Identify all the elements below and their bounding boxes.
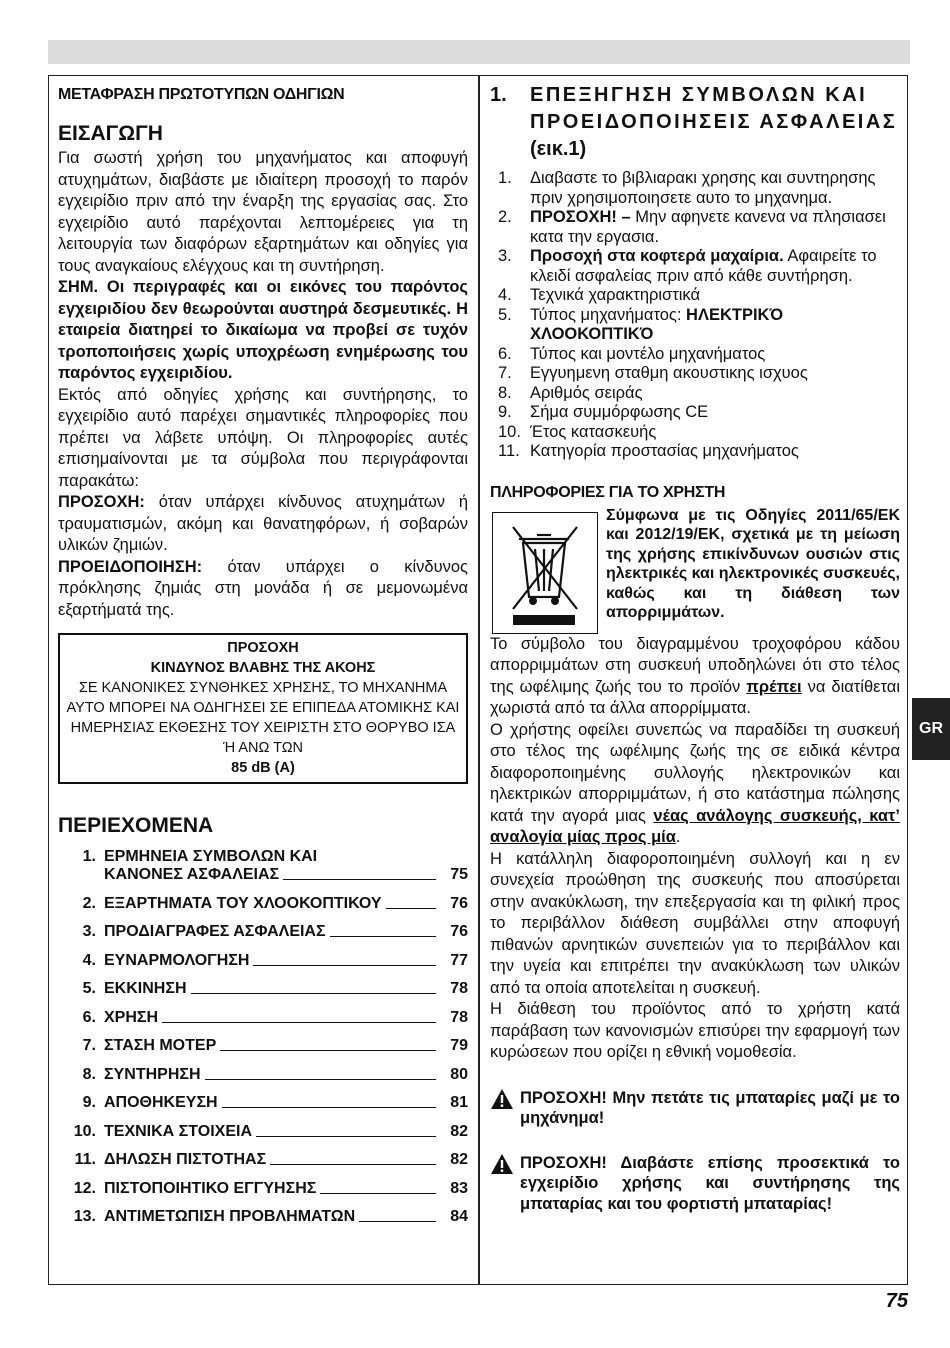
symbol-item-text: Τύπος και μοντέλο μηχανήματος bbox=[530, 344, 766, 363]
symbol-item bbox=[490, 442, 900, 462]
toc-item-page: 77 bbox=[450, 951, 468, 969]
toc-item[interactable] bbox=[58, 1169, 468, 1198]
toc-item-number: 6. bbox=[82, 1008, 96, 1026]
toc-item-page: 78 bbox=[450, 980, 468, 997]
symbols-title-line1: ΕΠΕΞΗΓΗΣΗ ΣΥΜΒΟΛΩΝ ΚΑΙ bbox=[530, 84, 868, 106]
toc-item-page: 78 bbox=[450, 1008, 468, 1026]
noise-warning-box bbox=[58, 633, 468, 784]
battery-warning-2 bbox=[490, 1153, 900, 1215]
toc-item-page: 80 bbox=[450, 1065, 468, 1083]
symbol-item-text: Μην αφηνετε κανενα να πλησιασει κατα την εργασια. bbox=[530, 208, 886, 246]
toc-item-number: 7. bbox=[82, 1037, 96, 1054]
toc-item-label-line2: ΚΑΝΟΝΕΣ ΑΣΦΑΛΕΙΑΣ bbox=[104, 866, 280, 883]
toc-item[interactable] bbox=[58, 1141, 468, 1170]
caution-label: ΠΡΟΣΟΧΗ: bbox=[58, 493, 145, 511]
symbol-item bbox=[490, 345, 900, 365]
weee-p2-text: Ο χρήστης οφείλει συνεπώς να παραδίδει τη συσκευή στο τέλος της ωφέλιμης ζωής της σε ειδικά κέντρα διαφοροποιημένης συλλογής ηλεκτρονικών και ηλεκτρικών απορριμμάτων, ή στο κατάστημα πώλησης κατά την αγορά μιας bbox=[490, 720, 900, 825]
user-info-title: ΠΛΗΡΟΦΟΡΙΕΣ ΓΙΑ ΤΟ ΧΡΗΣΤΗ bbox=[490, 483, 726, 501]
caution-definition bbox=[58, 492, 468, 557]
symbol-item-text: Διαβαστε το βιβλιαρακι χρησης και συντηρησης πριν χρησιμοποιησετε αυτο το μηχανημα. bbox=[530, 169, 876, 207]
toc-item-number: 1. bbox=[82, 848, 96, 865]
toc-item-number: 10. bbox=[73, 1122, 96, 1140]
symbol-item-number: 10. bbox=[498, 422, 521, 441]
intro-note: ΣΗΜ. Οι περιγραφές και οι εικόνες του παρόντος εγχειριδίου δεν θεωρούνται αυστηρά δεσμευτικές. Η εταιρεία διατηρεί το δικαίωμα να προβεί σε τυχόν τροποποιήσεις χωρίς υποχρέωση ενημέρωσης του παρόντος εγχειριδίου. bbox=[58, 278, 468, 382]
symbol-item-bold: Προσοχή στα κοφτερά μαχαίρια. bbox=[530, 247, 784, 265]
toc-leader bbox=[359, 1221, 436, 1222]
toc-item-page: 81 bbox=[450, 1094, 468, 1111]
weee-p1-text: Το σύμβολο του διαγραμμένου τροχοφόρου κάδου απορριμμάτων στη συσκευή υποδηλώνει ότι στο τέλος της ωφέλιμης ζωής του το προϊόν bbox=[490, 634, 900, 696]
toc-leader bbox=[320, 1193, 436, 1194]
symbol-item-text: Τύπος μηχανήματος: bbox=[530, 305, 687, 324]
symbol-item-text: Κατηγορία προστασίας μηχανήματος bbox=[530, 442, 799, 460]
toc-item-page: 84 bbox=[450, 1208, 468, 1225]
battery-warning-1-text: ΠΡΟΣΟΧΗ! Μην πετάτε τις μπαταρίες μαζί με το μηχάνημα! bbox=[520, 1088, 900, 1127]
toc-item-page: 79 bbox=[450, 1037, 468, 1054]
toc-item-label: ΣΤΑΣΗ ΜΟΤΕΡ bbox=[104, 1037, 217, 1054]
noise-warning-body: ΣΕ ΚΑΝΟΝΙΚΕΣ ΣΥΝΘΗΚΕΣ ΧΡΗΣΗΣ, ΤΟ ΜΗΧΑΝΗΜΑ ΑΥΤΟ ΜΠΟΡΕΙ ΝΑ ΟΔΗΓΗΣΕΙ ΣΕ ΕΠΙΠΕΔΑ ΑΤΟΜΙΚΗΣ ΚΑΙ ΗΜΕΡΗΣΙΑΣ ΕΚΘΕΣΗΣ ΤΟΥ ΧΕΙΡΙΣΤΗ ΣΤΟ ΘΟΡΥΒΟ ΙΣΑ Ή ΑΝΩ ΤΩΝ bbox=[66, 680, 460, 756]
symbol-item-number: 9. bbox=[498, 403, 512, 421]
toc-item-label: ΑΠΟΘΗΚΕΥΣΗ bbox=[104, 1094, 218, 1111]
weee-paragraph-3: Η κατάλληλη διαφοροποιημένη συλλογή και η εν συνεχεία προώθηση της συσκευής που αποσύρεται στην ανακύκλωση, την επεξεργασία και τη φιλική προς το περιβάλλον διάθεση συμβάλλει στην αποφυγή πιθανών αρνητικών συνεπειών για το περιβάλλον και την υγεία και επιτρέπει την ανακύκλωση των υλικών από τα οποία αποτελείται η συσκευή. bbox=[490, 849, 900, 997]
toc-item-label: ΔΗΛΩΣΗ ΠΙΣΤΟΤΗΑΣ bbox=[104, 1151, 267, 1168]
symbols-section-title bbox=[490, 82, 900, 163]
weee-paragraph-4: Η διάθεση του προϊόντος από το χρήστη κατά παράβαση των κανονισμών επισύρει την εφαρμογή των κυρώσεων που ορίζει η εθνική νομοθεσία. bbox=[490, 1000, 900, 1061]
toc-item-number: 9. bbox=[82, 1094, 96, 1111]
symbol-item bbox=[490, 286, 900, 306]
symbols-list bbox=[490, 169, 900, 462]
toc-item-number: 12. bbox=[73, 1179, 96, 1197]
symbol-item bbox=[490, 403, 900, 423]
symbol-item bbox=[490, 247, 900, 286]
toc-item[interactable] bbox=[58, 848, 468, 884]
symbol-item-number: 6. bbox=[498, 344, 512, 363]
toc-title: ΠΕΡΙΕΧΟΜΕΝΑ bbox=[58, 814, 214, 837]
toc-list bbox=[58, 848, 468, 884]
symbol-item-text: Τεχνικά χαρακτηριστικά bbox=[530, 286, 701, 304]
left-column bbox=[58, 86, 468, 1226]
toc-list-rest bbox=[58, 884, 468, 1226]
toc-leader bbox=[222, 1107, 436, 1108]
header-bar bbox=[48, 40, 910, 64]
weee-p2-emphasis: νέας ανάλογης συσκευής, κατ’ αναλογία μίας προς μία bbox=[490, 806, 900, 846]
language-tab: GR bbox=[912, 698, 950, 760]
symbols-section-number: 1. bbox=[490, 84, 507, 106]
symbol-item-number: 2. bbox=[498, 208, 512, 226]
toc-item-label: ΕΥΝΑΡΜΟΛΟΓΗΣΗ bbox=[104, 951, 250, 969]
toc-leader bbox=[162, 1022, 436, 1023]
toc-item-page: 82 bbox=[450, 1122, 468, 1140]
toc-item-label: ΑΝΤΙΜΕΤΩΠΙΣΗ ΠΡΟΒΛΗΜΑΤΩΝ bbox=[104, 1208, 356, 1225]
caution-text: όταν υπάρχει κίνδυνος ατυχημάτων ή τραυματισμών, ακόμη και θανατηφόρων, ή σοβαρών υλικών ζημιών. bbox=[58, 493, 468, 554]
battery-warning-2-text: ΠΡΟΣΟΧΗ! Διαβάστε επίσης προσεκτικά το εγχειρίδιο χρήσης και συντήρησης της μπαταρίας και του φορτιστή μπαταρίας! bbox=[520, 1153, 900, 1213]
toc-item-number: 4. bbox=[82, 951, 96, 969]
warning-definition bbox=[58, 557, 468, 622]
weee-p1-text-end: να διατίθεται χωριστά από τα άλλα απορρίμματα. bbox=[490, 677, 900, 717]
symbol-item bbox=[490, 423, 900, 443]
toc-item-label: ΣΥΝΤΗΡΗΣΗ bbox=[104, 1065, 201, 1083]
toc-item-label: ΕΞΑΡΤΗΜΑΤΑ ΤΟΥ ΧΛΟΟΚΟΠΤΙΚΟΥ bbox=[104, 894, 382, 912]
toc-leader bbox=[205, 1079, 436, 1080]
toc-leader bbox=[270, 1164, 436, 1165]
toc-item[interactable] bbox=[58, 1198, 468, 1227]
battery-warning-1 bbox=[490, 1088, 900, 1129]
toc-item-page: 75 bbox=[450, 866, 468, 883]
symbol-item bbox=[490, 384, 900, 404]
toc-item[interactable] bbox=[58, 1055, 468, 1084]
symbols-title-line2: ΠΡΟΕΙΔΟΠΟΙΗΣΕΙΣ ΑΣΦΑΛΕΙΑΣ bbox=[530, 111, 898, 133]
symbol-item bbox=[490, 169, 900, 208]
toc-leader bbox=[191, 993, 437, 994]
warning-text: όταν υπάρχει ο κίνδυνος πρόκλησης ζημιάς στη μονάδα ή σε μεμονωμένα εξαρτήματά της. bbox=[58, 557, 468, 619]
toc-item[interactable] bbox=[58, 970, 468, 999]
toc-item[interactable] bbox=[58, 913, 468, 942]
crossed-bin-icon bbox=[492, 512, 598, 634]
toc-item-page: 76 bbox=[450, 894, 468, 912]
page-number: 75 bbox=[885, 1290, 908, 1312]
symbol-item-number: 1. bbox=[498, 169, 512, 187]
intro-paragraph-2: Εκτός από οδηγίες χρήσης και συντήρησης, το εγχειρίδιο αυτό παρέχει σημαντικές πληροφορίες που πρέπει να λάβετε υπόψη. Οι πληροφορίες αυτές επισημαίνονται με τα σύμβολα που περιγράφονται παρακάτω: bbox=[58, 385, 468, 490]
toc-leader bbox=[253, 965, 436, 966]
toc-item-number: 5. bbox=[82, 980, 96, 997]
symbol-item-number: 8. bbox=[498, 383, 512, 402]
symbol-item-number: 7. bbox=[498, 364, 512, 382]
symbol-item-bold: ΠΡΟΣΟΧΗ! – bbox=[530, 208, 631, 226]
symbols-title-line3: (εικ.1) bbox=[530, 138, 587, 160]
toc-item-number: 11. bbox=[74, 1151, 96, 1168]
toc-item-label: ΧΡΗΣΗ bbox=[104, 1008, 159, 1026]
toc-item-page: 82 bbox=[450, 1151, 468, 1168]
toc-item[interactable] bbox=[58, 1084, 468, 1113]
toc-item-label-line1: ΕΡΜΗΝΕΙΑ ΣΥΜΒΟΛΩΝ ΚΑΙ bbox=[104, 848, 318, 865]
weee-paragraph-1 bbox=[490, 634, 900, 720]
weee-p1-emphasis: πρέπει bbox=[746, 677, 802, 696]
weee-paragraph-2 bbox=[490, 720, 900, 849]
toc-item-number: 8. bbox=[82, 1065, 96, 1083]
toc-item-label: ΠΡΟΔΙΑΓΡΑΦΕΣ ΑΣΦΑΛΕΙΑΣ bbox=[104, 923, 326, 940]
symbol-item-number: 4. bbox=[498, 286, 512, 304]
translation-title: ΜΕΤΑΦΡΑΣΗ ΠΡΩΤΟΤΥΠΩΝ ΟΔΗΓΙΩΝ bbox=[58, 86, 345, 103]
symbol-item-text: Αφαιρείτε το κλειδί ασφαλείας πριν από κάθε συντήρηση. bbox=[530, 247, 877, 285]
symbol-item-number: 3. bbox=[498, 247, 512, 265]
intro-title: ΕΙΣΑΓΩΓΗ bbox=[58, 122, 163, 145]
weee-block bbox=[490, 506, 900, 634]
toc-item-page: 83 bbox=[450, 1179, 468, 1197]
noise-warning-title: ΠΡΟΣΟΧΗ bbox=[227, 640, 299, 656]
symbol-item bbox=[490, 208, 900, 247]
noise-level: 85 dB (A) bbox=[231, 760, 295, 776]
toc-item[interactable] bbox=[58, 1112, 468, 1141]
directive-text: Σύμφωνα με τις Οδηγίες 2011/65/ΕΚ και 2012/19/ΕΚ, σχετικά με τη μείωση της χρήσης επικίνδυνων ουσιών στις ηλεκτρικές και ηλεκτρονικές συσκευές, καθώς και τη διάθεση των απορριμμάτων. bbox=[606, 506, 900, 621]
symbol-item bbox=[490, 364, 900, 384]
toc-item-label: ΕΚΚΙΝΗΣΗ bbox=[104, 980, 187, 997]
intro-paragraph: Για σωστή χρήση του μηχανήματος και αποφυγή ατυχημάτων, διαβάστε με ιδιαίτερη προσοχή το παρόν εγχειρίδιο πριν από την έναρξη της εργασίας σας. Στο εγχειρίδιο αυτό παρέχονται λεπτομέρειες για τη λειτουργία των διαφόρων εξαρτημάτων και οδηγίες για τους αναγκαίους ελέγχους και τη συντήρηση. bbox=[58, 149, 468, 275]
toc-item[interactable] bbox=[58, 1027, 468, 1056]
toc-item-number: 2. bbox=[82, 894, 96, 912]
right-column bbox=[490, 82, 900, 1214]
symbol-item-number: 5. bbox=[498, 305, 512, 324]
symbol-item-number: 11. bbox=[498, 442, 520, 460]
toc-leader bbox=[283, 879, 436, 880]
weee-p2-text-end: . bbox=[675, 828, 681, 846]
warning-triangle-icon bbox=[490, 1088, 520, 1129]
column-divider bbox=[478, 75, 480, 1285]
toc-leader bbox=[386, 908, 436, 909]
toc-item[interactable] bbox=[58, 884, 468, 913]
symbol-item bbox=[490, 306, 900, 345]
symbol-item-text: Εγγυημενη σταθμη ακουστικης ισχυος bbox=[530, 364, 808, 382]
toc-leader bbox=[256, 1136, 436, 1137]
warning-triangle-icon bbox=[490, 1153, 520, 1215]
noise-warning-subtitle: ΚΙΝΔΥΝΟΣ ΒΛΑΒΗΣ ΤΗΣ ΑΚΟΗΣ bbox=[150, 660, 376, 676]
toc-item[interactable] bbox=[58, 998, 468, 1027]
toc-item[interactable] bbox=[58, 941, 468, 970]
symbol-item-text: Έτος κατασκευής bbox=[530, 422, 657, 441]
toc-leader bbox=[330, 936, 436, 937]
toc-leader bbox=[220, 1050, 436, 1051]
toc-item-number: 3. bbox=[82, 923, 96, 940]
toc-item-label: ΤΕΧΝΙΚΑ ΣΤΟΙΧΕΙΑ bbox=[104, 1122, 252, 1140]
toc-item-page: 76 bbox=[450, 923, 468, 940]
symbol-item-bold: ΗΛΕΚΤΡΙΚΌ ΧΛΟΟΚΟΠΤΙΚΌ bbox=[530, 305, 784, 343]
toc-item-label: ΠΙΣΤΟΠΟΙΗΤΙΚΟ ΕΓΓΥΗΣΗΣ bbox=[104, 1179, 317, 1197]
symbol-item-text: Σήμα συμμόρφωσης CE bbox=[530, 403, 709, 421]
symbol-item-text: Αριθμός σειράς bbox=[530, 383, 643, 402]
warning-label: ΠΡΟΕΙΔΟΠΟΙΗΣΗ: bbox=[58, 557, 203, 576]
toc-item-number: 13. bbox=[73, 1208, 96, 1225]
